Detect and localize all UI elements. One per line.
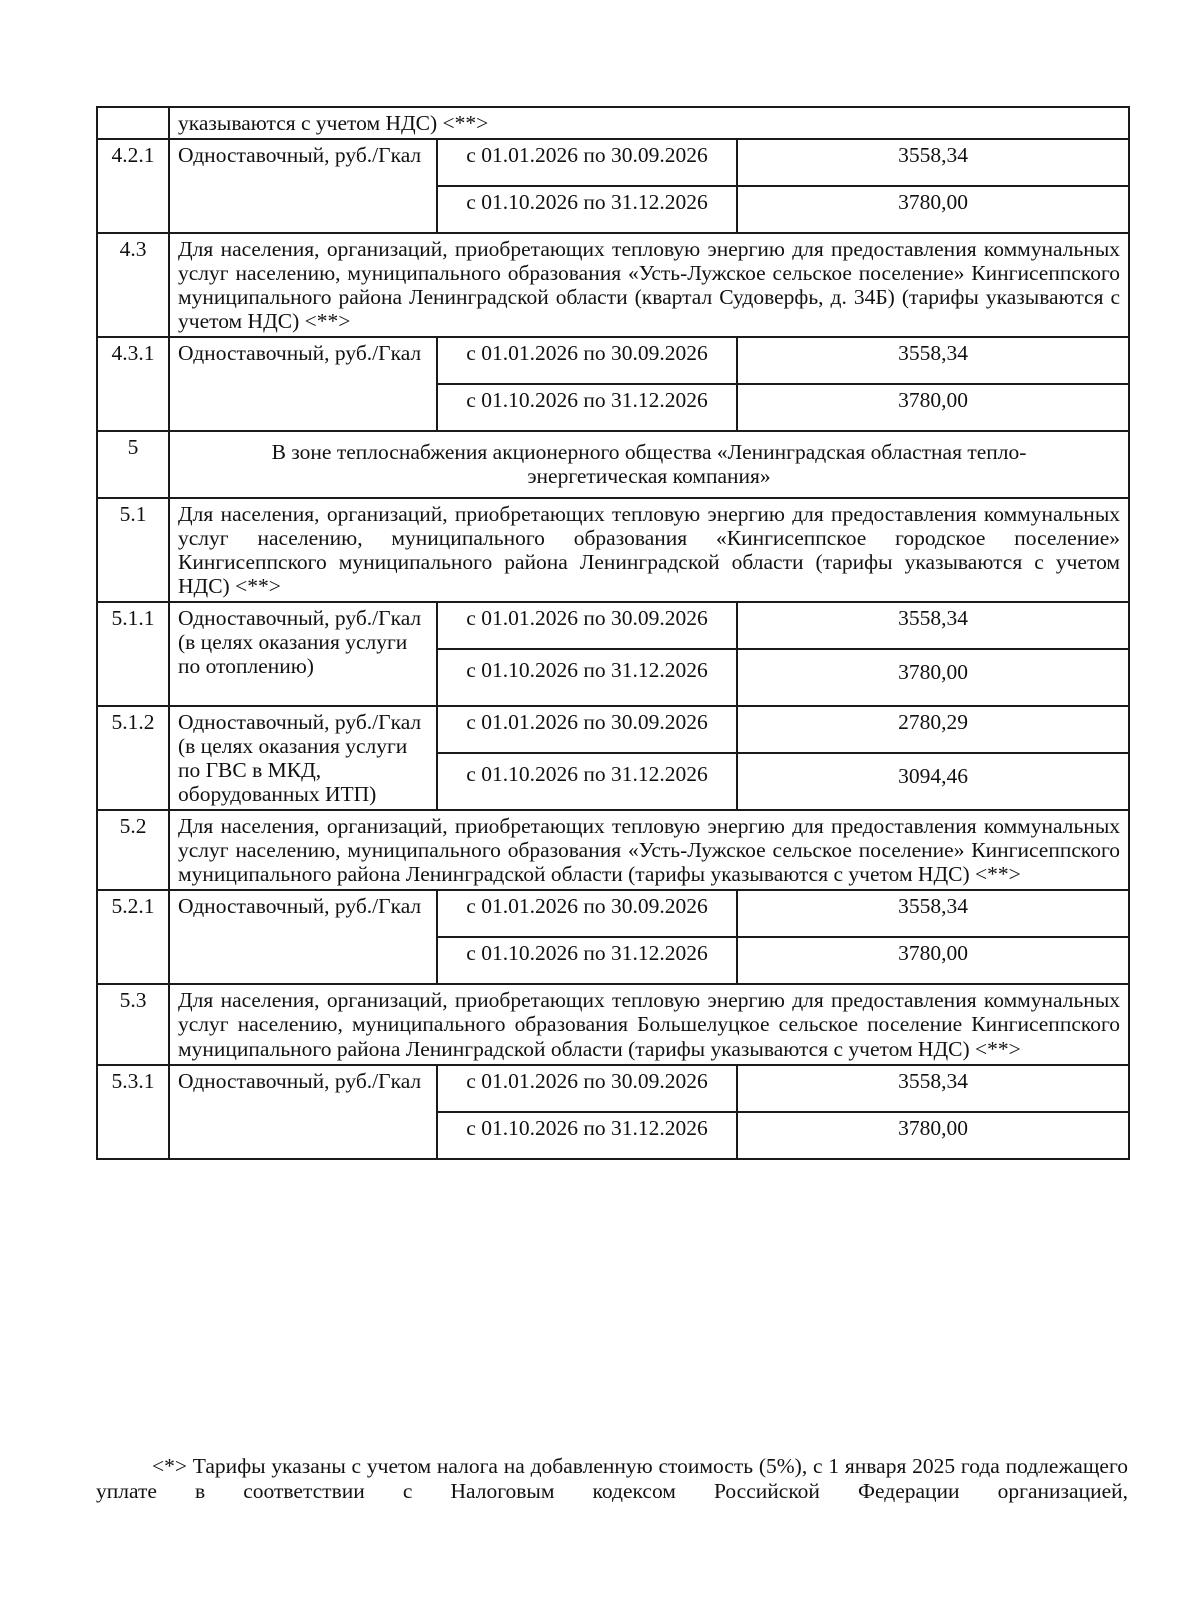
row-number <box>97 107 169 139</box>
tariff-value: 2780,29 <box>737 706 1129 753</box>
tariff-value: 3558,34 <box>737 890 1129 937</box>
row-number: 4.3.1 <box>97 337 169 431</box>
tariff-value: 3780,00 <box>737 1112 1129 1159</box>
tariff-label: Одноставочный, руб./Гкал (в целях оказания услуги по отоплению) <box>169 602 437 706</box>
tariff-period: с 01.01.2026 по 30.09.2026 <box>437 139 737 186</box>
row-number: 5.1.2 <box>97 706 169 810</box>
row-description: указываются с учетом НДС) <**> <box>169 107 1129 139</box>
table-row <box>97 602 1129 649</box>
tariff-value: 3780,00 <box>737 649 1129 706</box>
row-number: 5.2.1 <box>97 890 169 984</box>
tariff-label: Одноставочный, руб./Гкал (в целях оказания услуги по ГВС в МКД, оборудованных ИТП) <box>169 706 437 810</box>
tariff-value: 3780,00 <box>737 384 1129 431</box>
tariff-period: с 01.01.2026 по 30.09.2026 <box>437 1065 737 1112</box>
row-description: Для населения, организаций, приобретающих тепловую энергию для предоставления коммунальных услуг населению, муниципального образования «Усть-Лужское сельское поселение» Кингисеппского муниципального района Ленинградской области (квартал Судоверфь, д. 34Б) (тарифы указываются с учетом НДС) <**> <box>169 233 1129 337</box>
tariff-period: с 01.10.2026 по 31.12.2026 <box>437 649 737 706</box>
tariff-period: с 01.01.2026 по 30.09.2026 <box>437 706 737 753</box>
table-row <box>97 984 1129 1064</box>
tariff-label: Одноставочный, руб./Гкал <box>169 1065 437 1159</box>
tariff-value: 3558,34 <box>737 1065 1129 1112</box>
row-number: 5.2 <box>97 810 169 890</box>
table-row <box>97 498 1129 602</box>
footnote: <*> Тарифы указаны с учетом налога на добавленную стоимость (5%), с 1 января 2025 года подлежащего уплате в соответствии с Налоговым кодексом Российской Федерации организацией, <box>96 1453 1128 1504</box>
row-number: 4.2.1 <box>97 139 169 233</box>
table-row <box>97 810 1129 890</box>
table-row <box>97 890 1129 937</box>
table-row <box>97 1065 1129 1112</box>
table-row <box>97 107 1129 139</box>
tariff-period: с 01.10.2026 по 31.12.2026 <box>437 937 737 984</box>
tariff-period: с 01.01.2026 по 30.09.2026 <box>437 602 737 649</box>
tariff-value: 3558,34 <box>737 602 1129 649</box>
tariff-table <box>96 106 1130 1160</box>
table-row <box>97 337 1129 384</box>
table-row <box>97 431 1129 497</box>
row-number: 4.3 <box>97 233 169 337</box>
row-description: Для населения, организаций, приобретающих тепловую энергию для предоставления коммунальных услуг населению, муниципального образования «Кингисеппское городское поселение» Кингисеппского муниципального района Ленинградской области (тарифы указываются с учетом НДС) <**> <box>169 498 1129 602</box>
row-number: 5.1 <box>97 498 169 602</box>
tariff-period: с 01.10.2026 по 31.12.2026 <box>437 1112 737 1159</box>
tariff-value: 3780,00 <box>737 186 1129 233</box>
tariff-value: 3558,34 <box>737 337 1129 384</box>
tariff-period: с 01.01.2026 по 30.09.2026 <box>437 890 737 937</box>
tariff-label: Одноставочный, руб./Гкал <box>169 139 437 233</box>
tariff-period: с 01.01.2026 по 30.09.2026 <box>437 337 737 384</box>
row-number: 5.1.1 <box>97 602 169 706</box>
table-row <box>97 706 1129 753</box>
table-row <box>97 139 1129 186</box>
row-number: 5.3 <box>97 984 169 1064</box>
tariff-period: с 01.10.2026 по 31.12.2026 <box>437 753 737 810</box>
tariff-value: 3780,00 <box>737 937 1129 984</box>
tariff-label: Одноставочный, руб./Гкал <box>169 890 437 984</box>
tariff-period: с 01.10.2026 по 31.12.2026 <box>437 186 737 233</box>
row-number: 5 <box>97 431 169 497</box>
tariff-value: 3094,46 <box>737 753 1129 810</box>
tariff-period: с 01.10.2026 по 31.12.2026 <box>437 384 737 431</box>
section-heading: В зоне теплоснабжения акционерного общества «Ленинградская областная тепло-энергетическая компания» <box>169 431 1129 497</box>
row-number: 5.3.1 <box>97 1065 169 1159</box>
row-description: Для населения, организаций, приобретающих тепловую энергию для предоставления коммунальных услуг населению, муниципального образования «Усть-Лужское сельское поселение» Кингисеппского муниципального района Ленинградской области (тарифы указываются с учетом НДС) <**> <box>169 810 1129 890</box>
tariff-label: Одноставочный, руб./Гкал <box>169 337 437 431</box>
tariff-value: 3558,34 <box>737 139 1129 186</box>
table-row <box>97 233 1129 337</box>
row-description: Для населения, организаций, приобретающих тепловую энергию для предоставления коммунальных услуг населению, муниципального образования Большелуцкое сельское поселение Кингисеппского муниципального района Ленинградской области (тарифы указываются с учетом НДС) <**> <box>169 984 1129 1064</box>
